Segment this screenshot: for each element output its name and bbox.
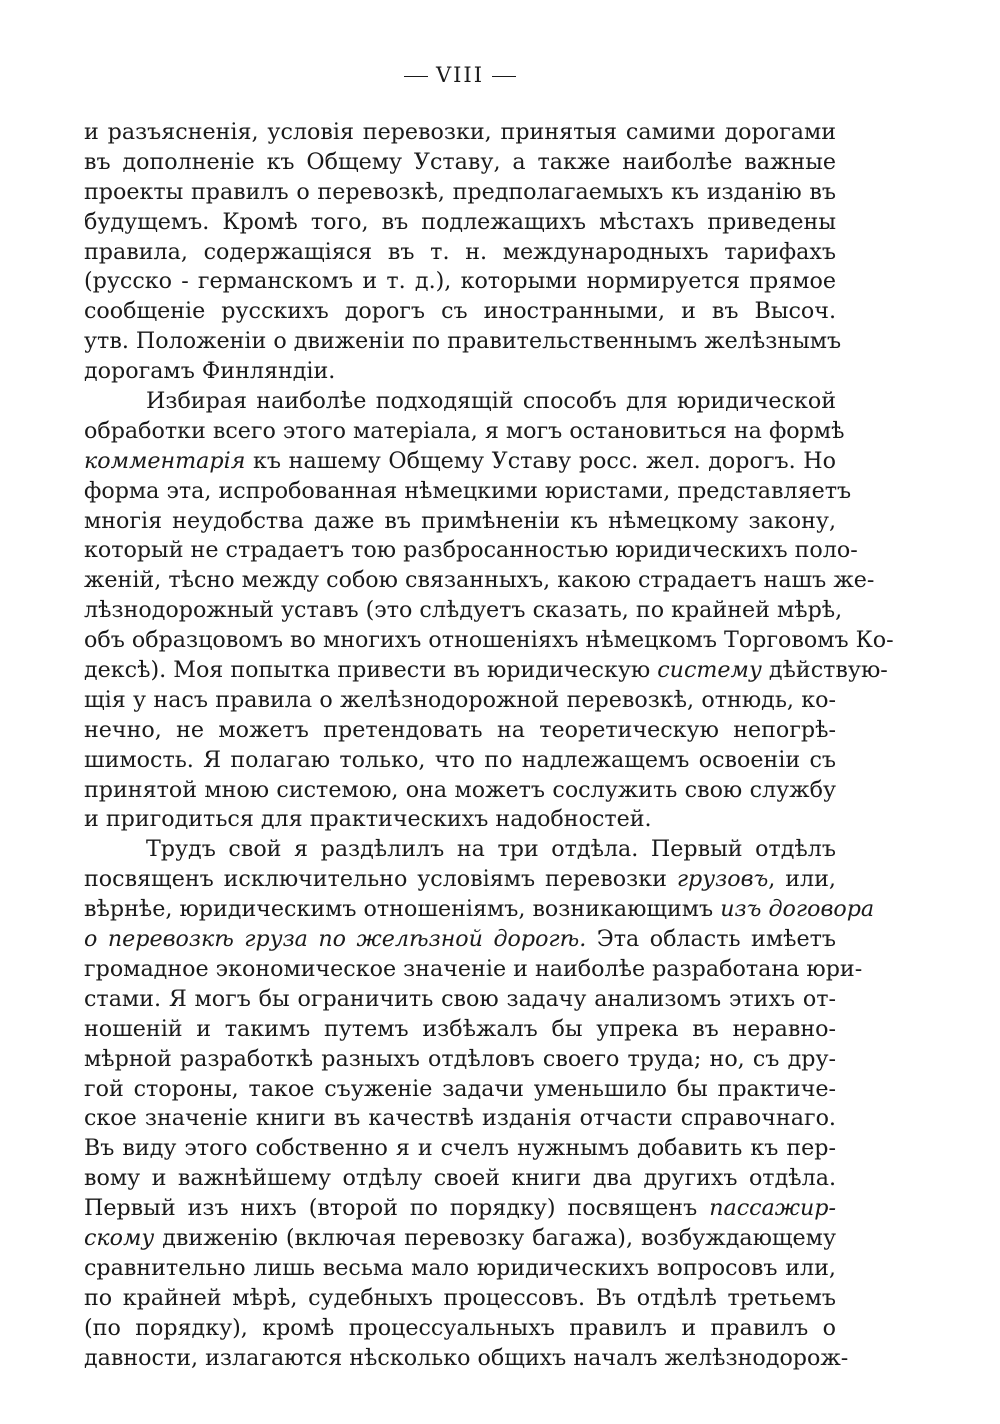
text-segment: движенію (включая перевозку багажа), возбуждающему bbox=[154, 1224, 836, 1251]
text-segment: (по порядку), кромѣ процессуальныхъ правилъ и правилъ о bbox=[84, 1314, 836, 1341]
text-segment: Въ виду этого собственно я и счелъ нужнымъ добавить къ пер- bbox=[84, 1135, 836, 1162]
text-segment: дорогамъ Финляндіи. bbox=[84, 358, 336, 385]
text-line bbox=[84, 1254, 836, 1284]
text-line bbox=[84, 835, 836, 865]
text-segment: гой стороны, такое съуженіе задачи уменьшило бы практиче- bbox=[84, 1075, 836, 1102]
text-line bbox=[84, 178, 836, 208]
text-segment: въ дополненіе къ Общему Уставу, а также наиболѣе важные bbox=[84, 148, 836, 175]
header-dash-right bbox=[492, 76, 516, 77]
text-segment: и разъясненія, условія перевозки, принятыя самими дорогами bbox=[84, 119, 836, 145]
text-segment: ское значеніе книги въ качествѣ изданія отчасти справочнаго. bbox=[84, 1105, 836, 1132]
text-segment: форма эта, испробованная нѣмецкими юристами, представляетъ bbox=[84, 477, 852, 504]
text-segment: будущемъ. Кромѣ того, въ подлежащихъ мѣстахъ приведены bbox=[84, 208, 836, 235]
text-segment: проекты правилъ о перевозкѣ, предполагаемыхъ къ изданію въ bbox=[84, 178, 836, 205]
text-line bbox=[84, 118, 836, 148]
text-line bbox=[84, 267, 836, 297]
text-segment: щія у насъ правила о желѣзнодорожной перевозкѣ, отнюдь, ко- bbox=[84, 686, 836, 713]
text-line bbox=[84, 297, 836, 327]
text-line bbox=[84, 776, 836, 806]
text-segment: Эта область имѣетъ bbox=[586, 926, 836, 953]
text-segment: громадное экономическое значеніе и наиболѣе разработана юри- bbox=[84, 955, 863, 982]
text-line bbox=[84, 1104, 836, 1134]
text-line bbox=[84, 1224, 836, 1254]
text-segment: женій, тѣсно между собою связанныхъ, какою страдаетъ нашъ же- bbox=[84, 567, 875, 594]
text-segment: многія неудобства даже въ примѣненіи къ нѣмецкому закону, bbox=[84, 507, 836, 534]
text-line bbox=[84, 387, 836, 417]
text-line bbox=[84, 1015, 836, 1045]
text-line bbox=[84, 327, 842, 357]
text-line bbox=[84, 1164, 836, 1194]
text-line bbox=[84, 925, 836, 955]
text-line bbox=[84, 1045, 836, 1075]
text-segment: лѣзнодорожный уставъ (это слѣдуетъ сказать, по крайней мѣрѣ, bbox=[84, 597, 843, 624]
text-segment: вѣрнѣе, юридическимъ отношеніямъ, возникающимъ bbox=[84, 896, 721, 923]
text-line bbox=[84, 1194, 836, 1224]
text-line bbox=[84, 656, 888, 686]
text-line bbox=[84, 955, 863, 985]
text-segment: нечно, не можетъ претендовать на теоретическую непогрѣ- bbox=[84, 716, 836, 743]
italic-segment: скому bbox=[84, 1224, 155, 1251]
text-line bbox=[84, 985, 836, 1015]
text-line bbox=[84, 746, 836, 776]
text-segment: , или, bbox=[768, 866, 836, 893]
text-segment: сравнительно лишь весьма мало юридическихъ вопросовъ или, bbox=[84, 1254, 836, 1281]
italic-segment: грузовъ bbox=[676, 866, 769, 893]
text-segment: дексѣ). Моя попытка привести въ юридическую bbox=[84, 657, 658, 684]
text-line bbox=[84, 1284, 836, 1314]
text-line bbox=[84, 417, 845, 447]
text-segment: къ нашему Общему Уставу росс. жел. дорогъ. Но bbox=[245, 447, 836, 474]
text-segment: Трудъ свой я раздѣлилъ на три отдѣла. Первый отдѣлъ bbox=[146, 836, 836, 863]
paragraph bbox=[84, 118, 842, 387]
italic-segment: систему bbox=[657, 657, 762, 684]
text-segment: Избирая наиболѣе подходящій способъ для юридической bbox=[146, 388, 836, 415]
text-segment: мѣрной разработкѣ разныхъ отдѣловъ своего труда; но, съ дру- bbox=[84, 1045, 836, 1072]
text-segment: вому и важнѣйшему отдѣлу своей книги два другихъ отдѣла. bbox=[84, 1165, 836, 1192]
text-line bbox=[84, 716, 836, 746]
text-line bbox=[84, 596, 843, 626]
text-segment: (русско - германскомъ и т. д.), которыми нормируется прямое bbox=[84, 268, 836, 295]
text-segment: стами. Я могъ бы ограничить свою задачу анализомъ этихъ от- bbox=[84, 985, 836, 1012]
text-line bbox=[84, 566, 875, 596]
italic-segment: о перевозкѣ груза по желѣзной дорогѣ. bbox=[84, 926, 587, 953]
italic-segment: изъ договора bbox=[720, 896, 875, 923]
text-segment: утв. Положеніи о движеніи по правительственнымъ желѣзнымъ bbox=[84, 328, 842, 355]
text-segment: обработки всего этого матеріала, я могъ остановиться на формѣ bbox=[84, 417, 845, 444]
text-segment: посвященъ исключительно условіямъ перевозки bbox=[84, 866, 677, 893]
text-segment: давности, излагаются нѣсколько общихъ началъ желѣзнодорож- bbox=[84, 1344, 849, 1371]
text-line bbox=[84, 686, 836, 716]
paragraph bbox=[84, 387, 894, 835]
header-dash-left bbox=[404, 76, 428, 77]
text-line bbox=[84, 805, 836, 835]
text-line bbox=[84, 1344, 849, 1374]
text-segment: сообщеніе русскихъ дорогъ съ иностранными, и въ Высоч. bbox=[84, 298, 836, 325]
text-segment: Первый изъ нихъ (второй по порядку) посвященъ bbox=[84, 1195, 710, 1222]
text-body bbox=[84, 118, 894, 1373]
text-line bbox=[84, 357, 836, 387]
text-line bbox=[84, 1314, 836, 1344]
page-header bbox=[84, 58, 836, 92]
text-line bbox=[84, 536, 858, 566]
page-number: VIII bbox=[435, 63, 485, 87]
text-line bbox=[84, 626, 894, 656]
text-line bbox=[84, 208, 836, 238]
italic-segment: комментарія bbox=[84, 447, 246, 474]
text-segment: и пригодиться для практическихъ надобностей. bbox=[84, 806, 652, 833]
text-line bbox=[84, 477, 852, 507]
text-line bbox=[84, 507, 836, 537]
text-line bbox=[84, 895, 875, 925]
text-line bbox=[84, 865, 836, 895]
text-line bbox=[84, 1134, 836, 1164]
text-segment: принятой мною системою, она можетъ сослужить свою службу bbox=[84, 776, 836, 803]
paragraph bbox=[84, 835, 875, 1373]
text-segment: правила, содержащіяся въ т. н. международныхъ тарифахъ bbox=[84, 238, 836, 265]
text-segment: дѣйствую- bbox=[761, 657, 888, 684]
text-segment: ношеній и такимъ путемъ избѣжалъ бы упрека въ неравно- bbox=[84, 1015, 836, 1042]
text-line bbox=[84, 1075, 836, 1105]
text-segment: шимость. Я полагаю только, что по надлежащемъ освоеніи съ bbox=[84, 746, 836, 773]
text-line bbox=[84, 447, 836, 477]
italic-segment: пассажир- bbox=[709, 1195, 836, 1222]
text-line bbox=[84, 238, 836, 268]
text-segment: по крайней мѣрѣ, судебныхъ процессовъ. Въ отдѣлѣ третьемъ bbox=[84, 1284, 836, 1311]
text-segment: который не страдаетъ тою разбросанностью юридическихъ поло- bbox=[84, 537, 858, 564]
document-page bbox=[84, 58, 894, 1373]
text-segment: объ образцовомъ во многихъ отношеніяхъ нѣмецкомъ Торговомъ Ко- bbox=[84, 627, 894, 654]
text-line bbox=[84, 148, 836, 178]
